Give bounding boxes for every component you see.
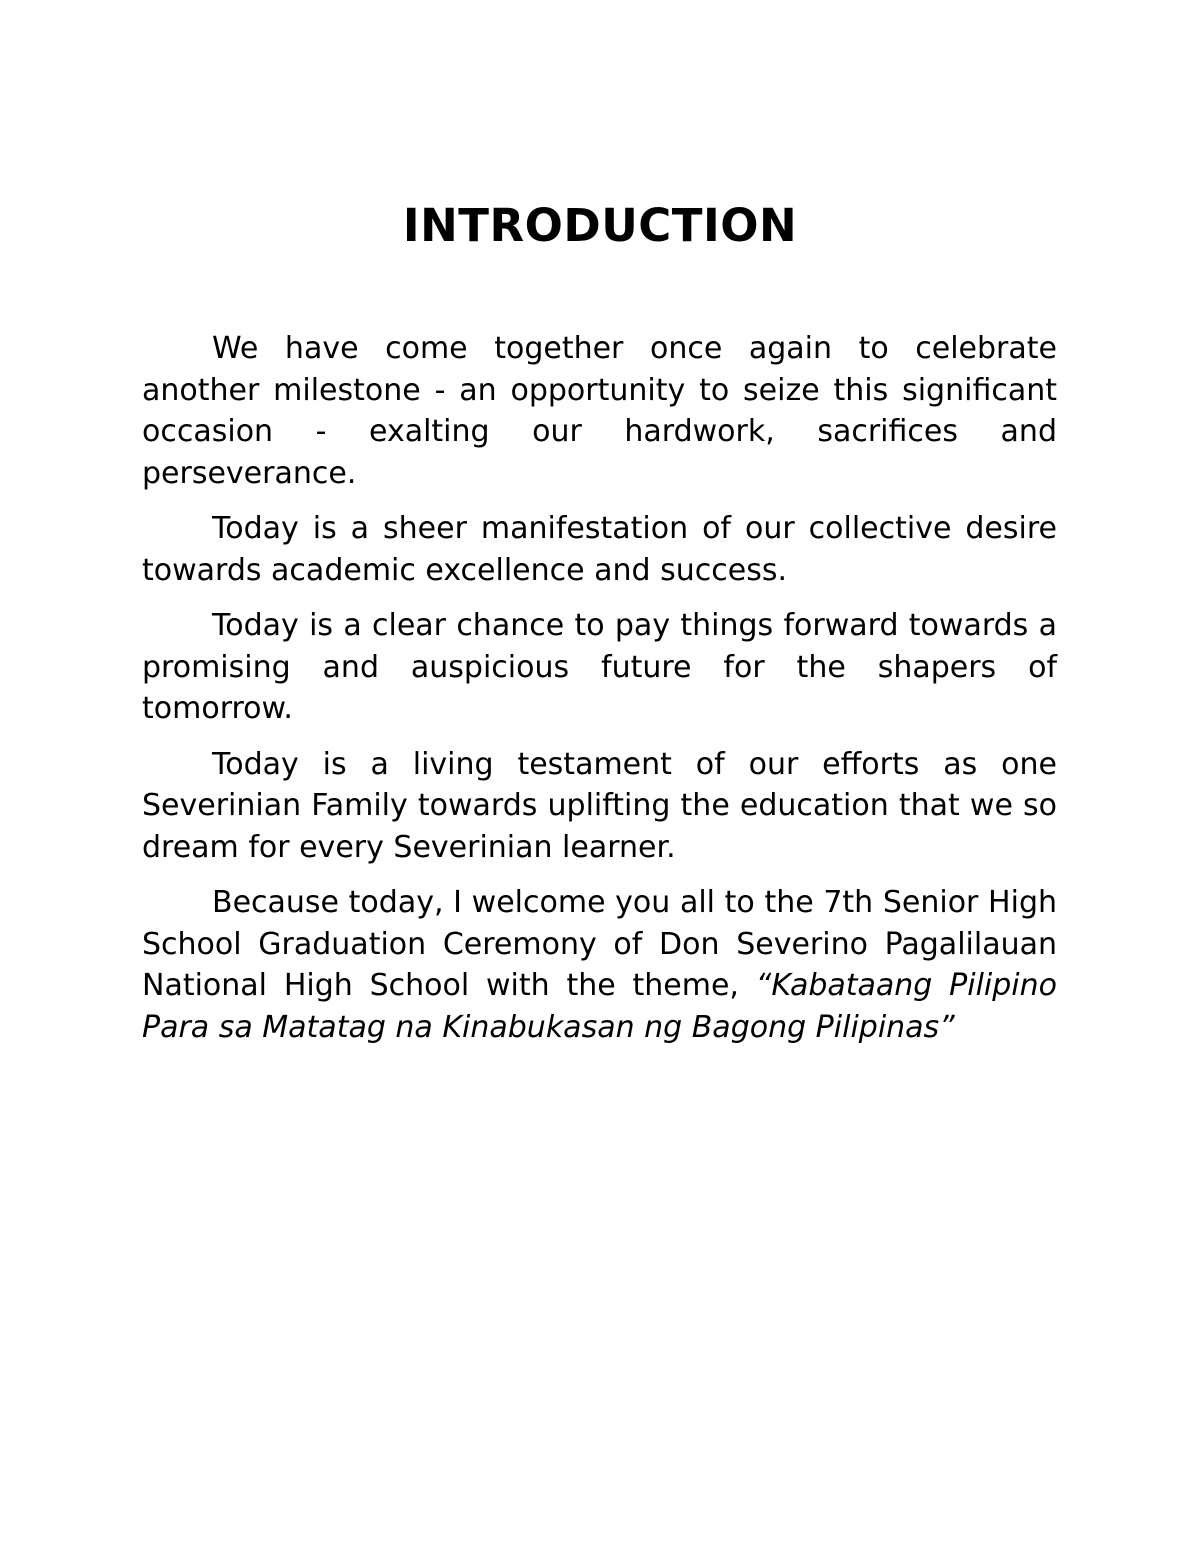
theme-quote: “Kabataang Pilipino Para sa Matatag na Kinabukasan ng Bagong Pilipinas” [142,968,1057,1045]
document-body [142,328,1057,1062]
paragraph-4: Today is a living testament of our efforts as one Severinian Family towards uplifting the education that we so dream for every Severinian learner. [142,746,1057,865]
closing-paragraph [142,882,1057,1048]
closing-text: Because today, I welcome you all to the 7th Senior High School Graduation Ceremony of Don Severino Pagalilauan National High School with the theme, [142,885,1057,1003]
paragraph-3: Today is a clear chance to pay things forward towards a promising and auspicious future for the shapers of tomorrow. [142,608,1057,726]
page-title: INTRODUCTION [402,199,798,252]
paragraph-1: We have come together once again to celebrate another milestone - an opportunity to seize this significant occasion - exalting our hardwork, sacrifices and perseverance. [142,331,1057,491]
paragraph-2: Today is a sheer manifestation of our collective desire towards academic excellence and success. [142,511,1057,588]
